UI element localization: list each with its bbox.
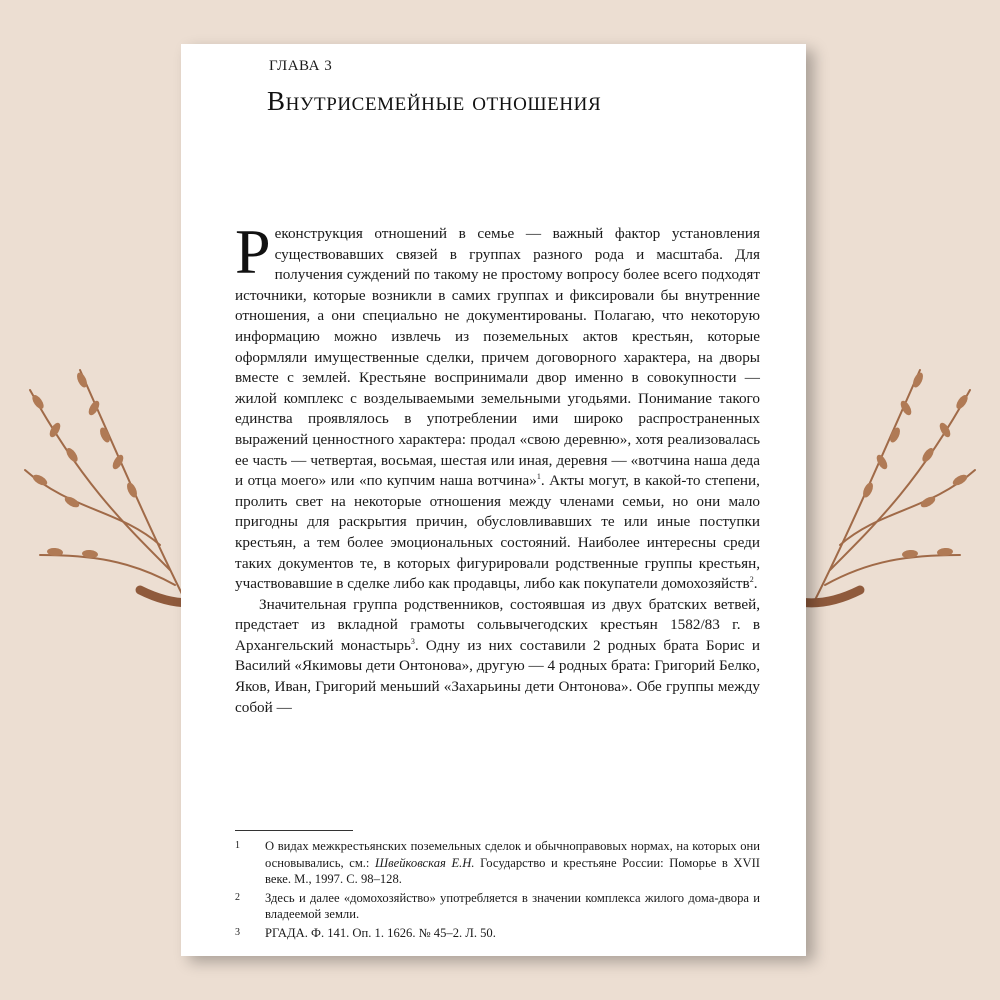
footnote-author: Швейковская Е.Н. xyxy=(375,855,475,870)
footnote xyxy=(235,890,760,923)
paragraph-1-text-b: . Акты могут, в какой-то степени, пролить свет на некоторые отношения между членами семьи, но они мало пригодны для раскрытия причин, обусловливавших те или иные поступки крестьян, а тем более эмоциональных состояний. Наиболее интересны среди таких документов те, в которых фигурировали родственные группы крестьян, участвовавшие в сделке либо как продавцы, либо как покупатели домохозяйств xyxy=(235,472,760,593)
book-page xyxy=(181,44,806,956)
footnote-text: Здесь и далее «домохозяйство» употребляется в значении комплекса жилого дома-двора и владеемой земли. xyxy=(265,890,760,921)
footnote-number: 3 xyxy=(235,926,240,938)
footnote xyxy=(235,925,760,942)
footnote-number: 2 xyxy=(235,891,240,903)
body-text xyxy=(235,216,760,718)
paragraph-1 xyxy=(235,216,760,595)
footnote-text xyxy=(265,838,760,888)
chapter-title: Внутрисемейные отношения xyxy=(267,86,602,116)
footnote-ref-3[interactable]: 3 xyxy=(410,636,415,646)
footnote-divider xyxy=(235,830,353,831)
footnote-ref-1[interactable]: 1 xyxy=(536,472,541,482)
paragraph-2 xyxy=(235,595,760,719)
footnote-ref-2[interactable]: 2 xyxy=(749,575,754,585)
willow-branch-left-icon xyxy=(10,330,210,630)
paragraph-2-text-b: . Одну из них составили 2 родных брата Борис и Василий «Якимовы дети Онтонова», другую — 4 родных брата: Григорий Белко, Яков, Иван, Григорий меньший «Захарьины дети Онтонова». Обе группы между собой — xyxy=(235,636,760,716)
footnote-text-part: О видах межкрестьянских поземельных сделок и обычноправовых нормах, на которых они основывались, см.: xyxy=(265,839,760,870)
footnote-number: 1 xyxy=(235,840,240,851)
footnote-text: РГАДА. Ф. 141. Оп. 1. 1626. № 45–2. Л. 50. xyxy=(265,925,496,940)
paragraph-2-text: Значительная группа родственников, состоявшая из двух братских ветвей, предстает из вкладной грамоты сольвычегодских крестьян 1582/83 г. в Архангельский монастырь xyxy=(235,595,760,654)
paragraph-1-text: еконструкция отношений в семье — важный фактор установления существовавших связей в группах разного рода и масштаба. Для получения суждений по такому не простому вопросу более всего подходят источники, которые возникли в самих группах и фиксировали бы внутренние отношения, а они специально не документированы. Полагаю, что некоторую информацию можно извлечь из поземельных актов крестьян, которые оформляли имущественные сделки, причем договорного характера, на дворы вместе с землей. Крестьяне воспринимали двор именно в совокупности — жилой комплекс с возделываемыми земельными угодьями. Понимание такого единства проявлялось в употреблении ими широко распространенных выражений ценностного характера: продал «свою деревню», хотя реализовалась ее часть — четвертая, восьмая, шестая или иная, деревня — «вотчина наша деда и отца моего» или «по купчим наша вотчина» xyxy=(235,225,760,490)
footnotes xyxy=(235,838,760,943)
footnote xyxy=(235,838,760,888)
chapter-label: ГЛАВА 3 xyxy=(269,58,333,74)
paragraph-1-text-c: . xyxy=(753,575,758,593)
footnote-text-part: Государство и крестьяне России: Поморье в XVII веке. М., 1997. С. 98–128. xyxy=(265,855,760,886)
willow-branch-right-icon xyxy=(790,330,990,630)
drop-cap: Р xyxy=(235,216,271,287)
